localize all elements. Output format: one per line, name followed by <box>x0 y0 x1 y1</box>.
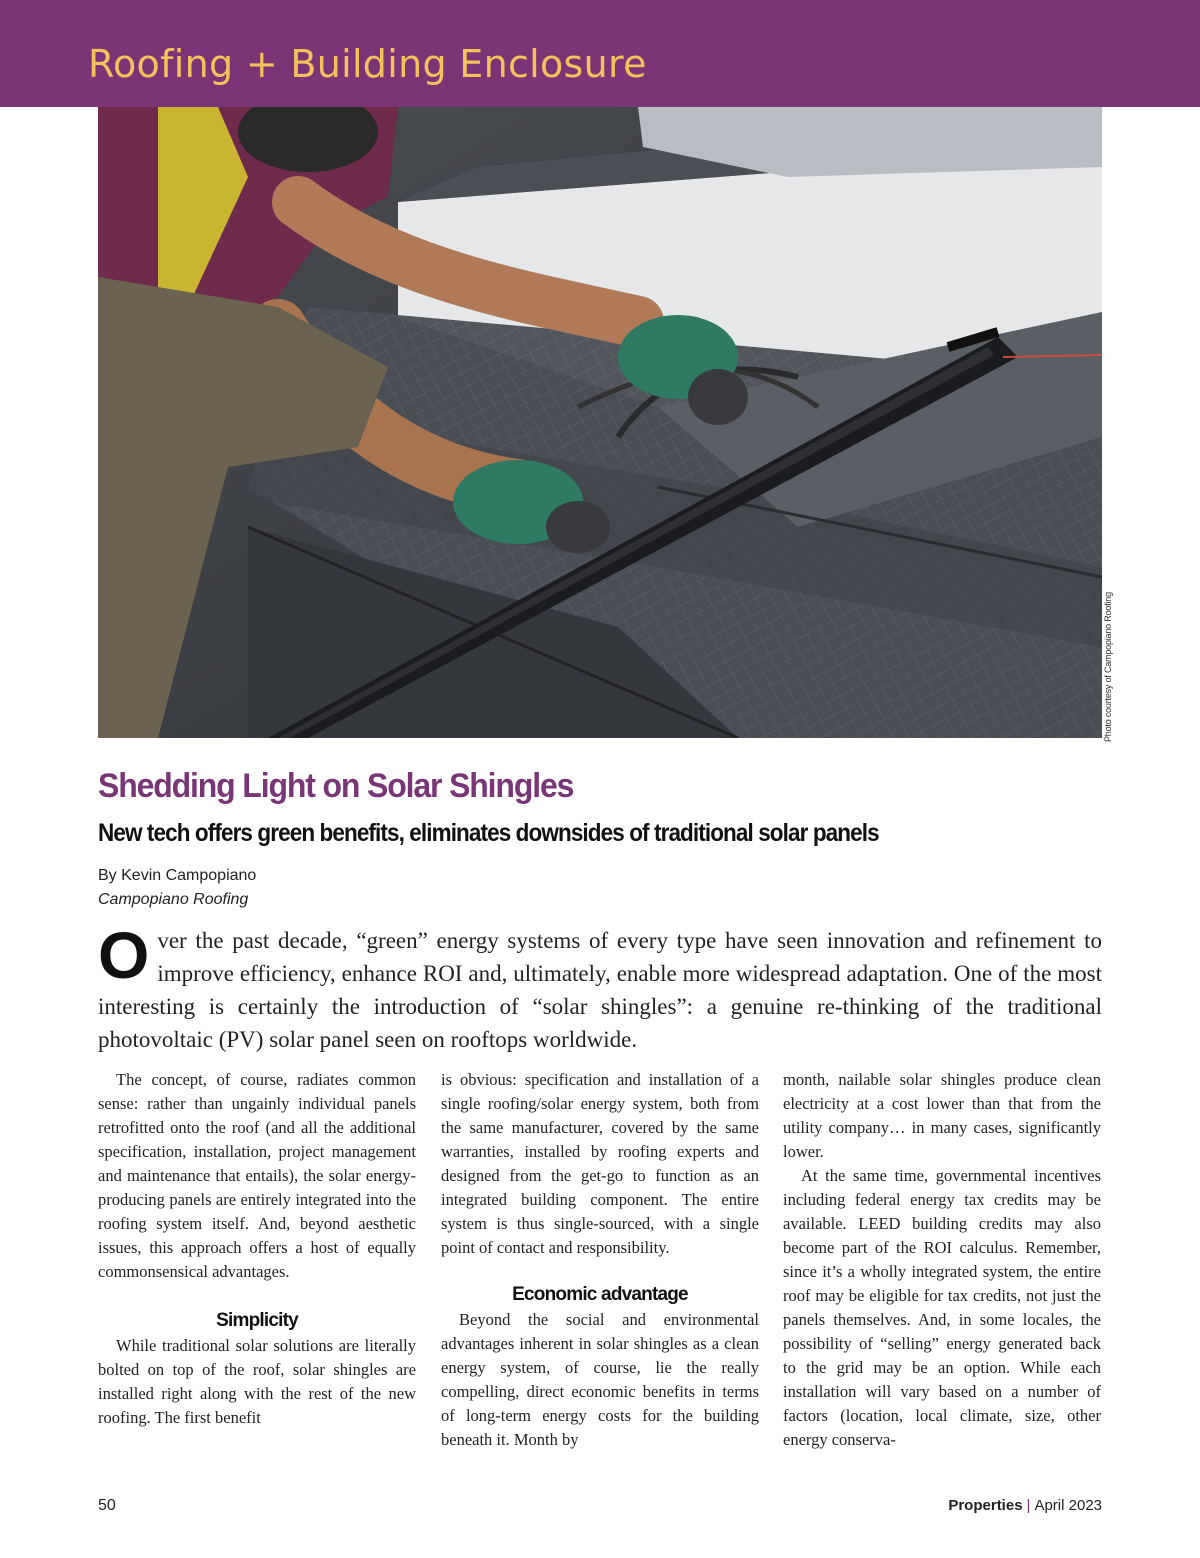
issue-date: April 2023 <box>1034 1497 1102 1514</box>
publication-footer <box>948 1497 1102 1514</box>
author-affiliation: Campopiano Roofing <box>98 891 249 908</box>
body-paragraph: At the same time, governmental incentives including federal energy tax credits may be available. LEED building credits may also become part of the ROI calculus. Remember, since it’s a wholly integrated system, the entire roof may be eligible for tax credits, not just the panels themselves. And, in some locales, the possibility of “selling” energy generated back to the grid may be an option. While each installation will vary based on a number of factors (location, local climate, size, other energy conserva- <box>783 1166 1101 1449</box>
body-paragraph: is obvious: specification and installation of a single roofing/solar energy system, both from the same manufacturer, covered by the same warranties, installed by roofing experts and designed from the get-go to function as an integrated building component. The entire system is thus single-sourced, with a single point of contact and responsibility. <box>441 1070 759 1257</box>
body-paragraph: month, nailable solar shingles produce clean electricity at a cost lower than that from the utility company… in many cases, significantly lower. <box>783 1070 1101 1161</box>
article-photo <box>98 107 1102 738</box>
byline: By Kevin Campopiano <box>98 867 257 884</box>
page-number: 50 <box>98 1497 116 1514</box>
body-paragraph: While traditional solar solutions are literally bolted on top of the roof, solar shingles are installed right along with the rest of the new roofing. The first benefit <box>98 1336 416 1427</box>
publication-name: Properties <box>948 1497 1023 1514</box>
section-banner <box>0 0 1200 107</box>
subheading-simplicity: Simplicity <box>216 1310 298 1331</box>
drop-cap: O <box>98 918 150 992</box>
body-paragraph: Beyond the social and environmental advantages inherent in solar shingles as a clean energy system, of course, lie the really compelling, direct economic benefits in terms of long-term energy costs for the building beneath it. Month by <box>441 1310 759 1449</box>
column-3 <box>783 1068 1101 1452</box>
footer-separator: | <box>1026 1497 1031 1514</box>
subheading-economic-advantage: Economic advantage <box>512 1284 688 1305</box>
intro-text: ver the past decade, “green” energy systems of every type have seen innovation and refinement to improve efficiency, enhance ROI and, ultimately, enable more widespread adaptation. One of the most interesting is certainly the introduction of “solar shingles”: a genuine re-thinking of the traditional photovoltaic (PV) solar panel seen on rooftops worldwide. <box>98 928 1102 1052</box>
column-2 <box>441 1068 759 1452</box>
body-paragraph: The concept, of course, radiates common sense: rather than ungainly individual panels retrofitted onto the roof (and all the additional specification, installation, project management and maintenance that entails), the solar energy-producing panels are entirely integrated into the roofing system itself. And, beyond aesthetic issues, this approach offers a host of equally commonsensical advantages. <box>98 1070 416 1281</box>
column-1 <box>98 1068 416 1430</box>
article-subheadline: New tech offers green benefits, eliminates downsides of traditional solar panels <box>98 819 879 847</box>
intro-paragraph <box>98 918 1102 1056</box>
section-title: Roofing + Building Enclosure <box>88 42 647 86</box>
article-headline: Shedding Light on Solar Shingles <box>98 767 574 805</box>
photo-credit: Photo courtesy of Campopiano Roofing <box>1103 592 1113 742</box>
